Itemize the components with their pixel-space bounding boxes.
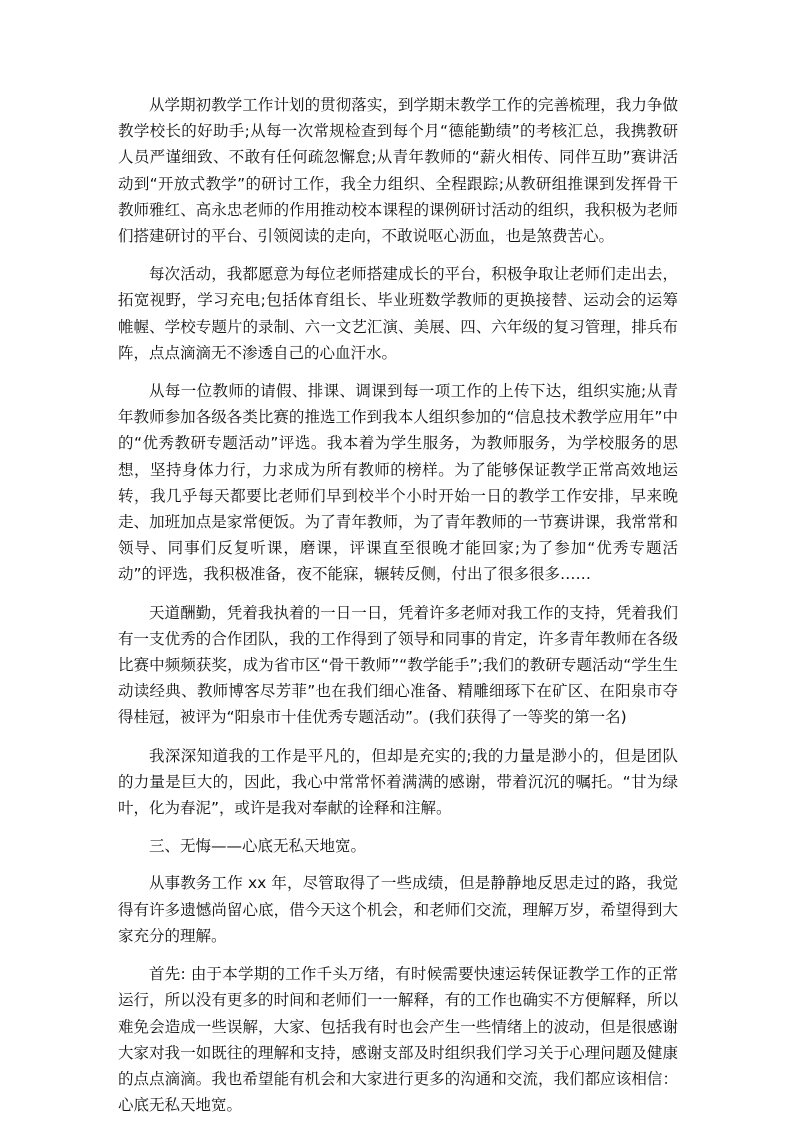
paragraph-6: 从事教务工作 xx 年，尽管取得了一些成绩，但是静静地反思走过的路，我觉得有许多遗憾尚留心底，借今天这个机会，和老师们交流，理解万岁，希望得到大家充分的理解。 [118, 874, 678, 945]
paragraph-4: 天道酬勤，凭着我执着的一日一日，凭着许多老师对我工作的支持，凭着我们有一支优秀的合作团队，我的工作得到了领导和同事的肯定，许多青年教师在各级比赛中频频获奖，成为省市区“骨干教师”“教学能手”;我们的教研专题活动“学生生动读经典、教师博客尽芳菲”也在我们细心准备、精雕细琢下在矿区、在阳泉市夺得桂冠，被评为“阳泉市十佳优秀专题活动”。(我们获得了一等奖的第一名) [118, 603, 678, 727]
paragraph-7: 首先: 由于本学期的工作千头万绪，有时候需要快速运转保证教学工作的正常运行，所以没有更多的时间和老师们一一解释，有的工作也确实不方便解释，所以难免会造成一些误解，大家、包括我有时也会产生一些情绪上的波动，但是很感谢大家对我一如既往的理解和支持，感谢支部及时组织我们学习关于心理问题及健康的点点滴滴。我也希望能有机会和大家进行更多的沟通和交流，我们都应该相信：心底无私天地宽。 [118, 965, 678, 1115]
paragraph-1: 从学期初教学工作计划的贯彻落实，到学期末教学工作的完善梳理，我力争做教学校长的好助手;从每一次常规检查到每个月“德能勤绩”的考核汇总，我携教研人员严谨细致、不敢有任何疏忽懈怠;从青年教师的“薪火相传、同伴互助”赛讲活动到“开放式教学”的研讨工作，我全力组织、全程跟踪;从教研组推课到发挥骨干教师雅红、高永忠老师的作用推动校本课程的课例研讨活动的组织，我积极为老师们搭建研讨的平台、引领阅读的走向，不敢说呕心沥血，也是煞费苦心。 [118, 96, 678, 246]
section-heading: 三、无悔——心底无私天地宽。 [149, 837, 367, 856]
document-body [118, 92, 678, 1130]
paragraph-5: 我深深知道我的工作是平凡的，但却是充实的;我的力量是渺小的，但是团队的力量是巨大的，因此，我心中常常怀着满满的感谢，带着沉沉的嘱托。“甘为绿叶，化为春泥”，或许是我对奉献的诠释和注解。 [118, 746, 678, 818]
paragraph-2: 每次活动，我都愿意为每位老师搭建成长的平台，积极争取让老师们走出去，拓宽视野，学习充电;包括体育组长、毕业班数学教师的更换接替、运动会的运筹帷幄、学校专题片的录制、六一文艺汇演、美展、四、六年级的复习管理，排兵布阵，点点滴滴无不渗透自己的心血汗水。 [118, 265, 678, 362]
paragraph-3: 从每一位教师的请假、排课、调课到每一项工作的上传下达，组织实施;从青年教师参加各级各类比赛的推选工作到我本人组织参加的“信息技术教学应用年”中的“优秀教研专题活动”评选。我本着为学生服务，为教师服务，为学校服务的思想，坚持身体力行，力求成为所有教师的榜样。为了能够保证教学正常高效地运转，我几乎每天都要比老师们早到校半个小时开始一日的教学工作安排，早来晚走、加班加点是家常便饭。为了青年教师，为了青年教师的一节赛讲课，我常常和领导、同事们反复听课，磨课，评课直至很晚才能回家;为了参加“优秀专题活动”的评选，我积极准备，夜不能寐，辗转反侧，付出了很多很多…… [118, 382, 678, 584]
